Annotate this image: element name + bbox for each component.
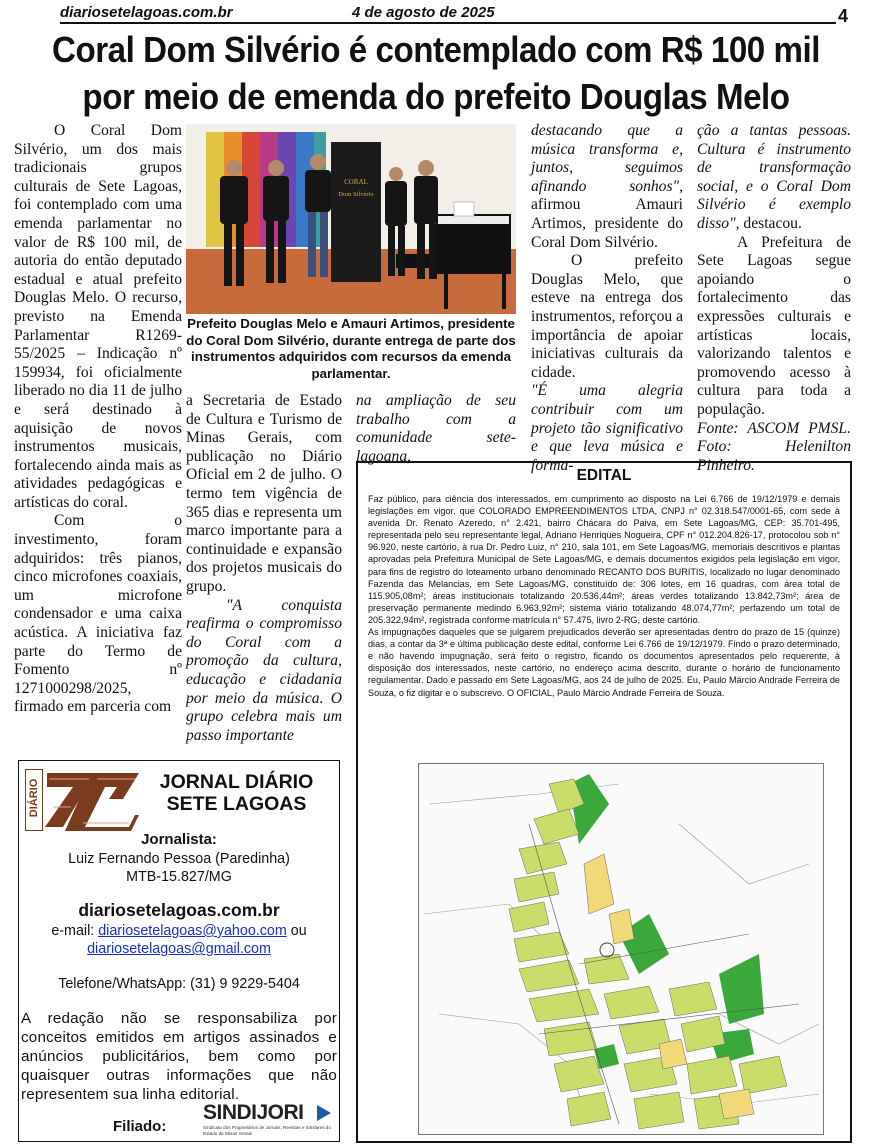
article-column-1 [14,122,182,717]
article-column-5 [697,122,851,475]
masthead-title: JORNAL DIÁRIO SETE LAGOAS [159,771,314,815]
sindijori-mark-icon [315,1103,333,1123]
article-paragraph: O prefeito Douglas Melo, que esteve na entrega dos instrumentos, reforçou a importância de apoiar iniciativas culturais da cidade. [531,252,683,381]
headline-line-2: por meio de emenda do prefeito Douglas Melo [82,76,790,117]
email-line-2 [19,940,339,958]
header-rule [60,22,836,24]
edital-paragraph: Faz público, para ciência dos interessados, em cumprimento ao disposto na Lei 6.766 de 19/12/1979 e demais legislações em vigor, que COLORADO EMPREENDIMENTOS LTDA, CNPJ n° 02.318.547/0001-65, com sede à avenida Dr. Renato Azeredo, n° 2.421, bairro Chácara do Paiva, em Sete Lagoas/MG, CEP: 35.701-495, representada pelo seu representante legal, Adriano Henriques Nogueira, CPF n° 012.204.826-17, protocolou sob n° 96.920, neste cartório, à rua Dr. Pedro Luiz, n° 210, sala 101, em Sete Lagoas/MG, memoriais descritivos e plantas aprovadas pela Prefeitura Municipal de Sete Lagoas/MG, e demais documentos exigidos pela legislação em vigor, para fins de registro do loteamento urbano denominado RECANTO DOS BURITIS, localizado no lugar denominado Fazenda das Melancias, em Sete Lagoas/MG, constituído de: 306 lotes, em 16 quadras, com área total de 115.905,08m²; áreas institucionais totalizando 20.536,44m²; áreas verdes totalizando 13.842,73m²; área de preservação permanente medindo 6.963,92m²; sistema viário totalizando 48.074,77m²; perfazendo um total de 205.322,94m², registrada conforme matrícula n° 57.475, livro 2-RG, deste cartório. [368,494,840,625]
article-paragraph: A Prefeitura de Sete Lagoas segue apoiando o fortalecimento das expressões culturais e artísticas locais, valorizando talentos e promovendo acesso à cultura para toda a população. [697,233,851,418]
affiliate-label: Filiado: [113,1118,167,1135]
headline-line-1: Coral Dom Silvério é contemplado com R$ 100 mil [52,29,820,70]
edital-paragraph: As impugnações daqueles que se julgarem prejudicados deverão ser apresentadas dentro do prazo de 15 (quinze) dias, a contar da 3ª e última publicação deste edital, conforme Lei 6.766 de 19/12/1979. Findo o prazo determinado, e não havendo impugnação, será feito o registro, ficando os documentos apresentados pelo requerente, à disposição dos interessados, neste cartório, no endereço acima descrito, durante o horário de funcionamento regulamentar. Dado e passado em Sete Lagoas/MG, aos 24 de julho de 2025. Eu, Paulo Márcio Andrade Ferreira de Souza, o fiz digitar e o subscrevo. O OFICIAL, Paulo Márcio Andrade Ferreira de Souza. [368,627,840,698]
masthead-site: diariosetelagoas.com.br [78,900,280,920]
email-gmail-link[interactable]: diariosetelagoas@gmail.com [87,941,271,957]
journalist-label: Jornalista: [141,831,217,848]
header-date: 4 de agosto de 2025 [352,4,495,21]
article-quote: destacando que a música transforma e, juntos, seguimos afinando sonhos", [531,122,683,195]
edital-body [368,493,840,699]
journalist-registration: MTB-15.827/MG [126,869,232,885]
article-column-2 [186,392,342,745]
email-line: e-mail: diariosetelagoas@yahoo.com ou [51,923,307,939]
email-yahoo-link[interactable]: diariosetelagoas@yahoo.com [98,923,287,939]
article-quote: na ampliação de seu trabalho com a comunidade sete-lagoana, [356,392,516,465]
banner-text: CORAL [344,178,368,186]
editorial-disclaimer: A redação não se responsabiliza por conceitos emitidos em artigos assinados e anúncios publicitários, bem como por quaisquer outras informações que não representem sua linha editorial. [21,1010,337,1103]
header-site: diariosetelagoas.com.br [60,4,233,21]
article-paragraph: a Secretaria de Estado de Cultura e Turismo de Minas Gerais, com publicação no Diário Oficial em 2 de julho. O termo tem vigência de 365 dias e representa um marco importante para a continuidade e expansão dos projetos musicais do grupo. [186,392,342,595]
edital-title: EDITAL [576,467,632,484]
article-text: destacou. [739,214,802,232]
masthead-box [18,760,340,1142]
page-number: 4 [838,6,849,26]
article-column-3 [356,392,516,466]
article-text: afirmou Amauri Artimos, presidente do Coral Dom Silvério. [531,196,683,251]
headline [42,26,830,120]
subdivision-map [418,763,824,1135]
article-credits: Fonte: ASCOM PMSL. Foto: Helenilton Pinheiro. [697,419,851,474]
photo-caption: Prefeito Douglas Melo e Amauri Artimos, presidente do Coral Dom Silvério, durante entrega de parte dos instrumentos adquiridos com recursos da emenda parlamentar. [186,316,516,381]
journalist-name: Luiz Fernando Pessoa (Paredinha) [68,851,290,867]
svg-text:Dom Silvério: Dom Silvério [338,191,374,198]
article-column-4 [531,122,683,475]
phone: Telefone/WhatsApp: (31) 9 9229-5404 [58,976,300,992]
article-paragraph: Com o investimento, foram adquiridos: três pianos, cinco microfones coaxiais, um microfone condensador e uma caixa acústica. A iniciativa faz parte do Termo de Fomento nº 1271000298/2025, firmado em parceria com [14,512,182,716]
logo-side-label: DIÁRIO [25,769,43,831]
article-photo [186,124,516,314]
article-quote: ção a tantas pessoas. Cultura é instrumento de transformação social, e o Coral Dom Silvério é exemplo disso", [697,122,851,232]
edital-box [356,461,852,1143]
article-quote: "É uma alegria contribuir com um projeto tão significativo e que leva música e forma- [531,382,683,474]
newspaper-logo-icon [43,767,143,833]
article-paragraph: O Coral Dom Silvério, um dos mais tradicionais grupos culturais de Sete Lagoas, foi contemplado com uma emenda parlamentar no valor de R$ 100 mil, de autoria do então deputado estadual e atual prefeito Douglas Melo. O recurso, previsto na Emenda Parlamentar R1269-55/2025 – Indicação nº 159934, foi oficialmente liberado no dia 11 de julho e será destinado à aquisição de novos instrumentos musicais, fortalecendo ainda mais as atividades pedagógicas e artísticas do coral. [14,122,182,511]
sindijori-logo: SINDIJORI Sindicato dos Proprietários de Jornais, Revistas e Similares do Estado de Minas Gerais [203,1101,335,1136]
article-quote: "A conquista reafirma o compromisso do Coral com a promoção da cultura, educação e cidadania por meio da música. O grupo celebra mais um passo importante [186,596,342,744]
